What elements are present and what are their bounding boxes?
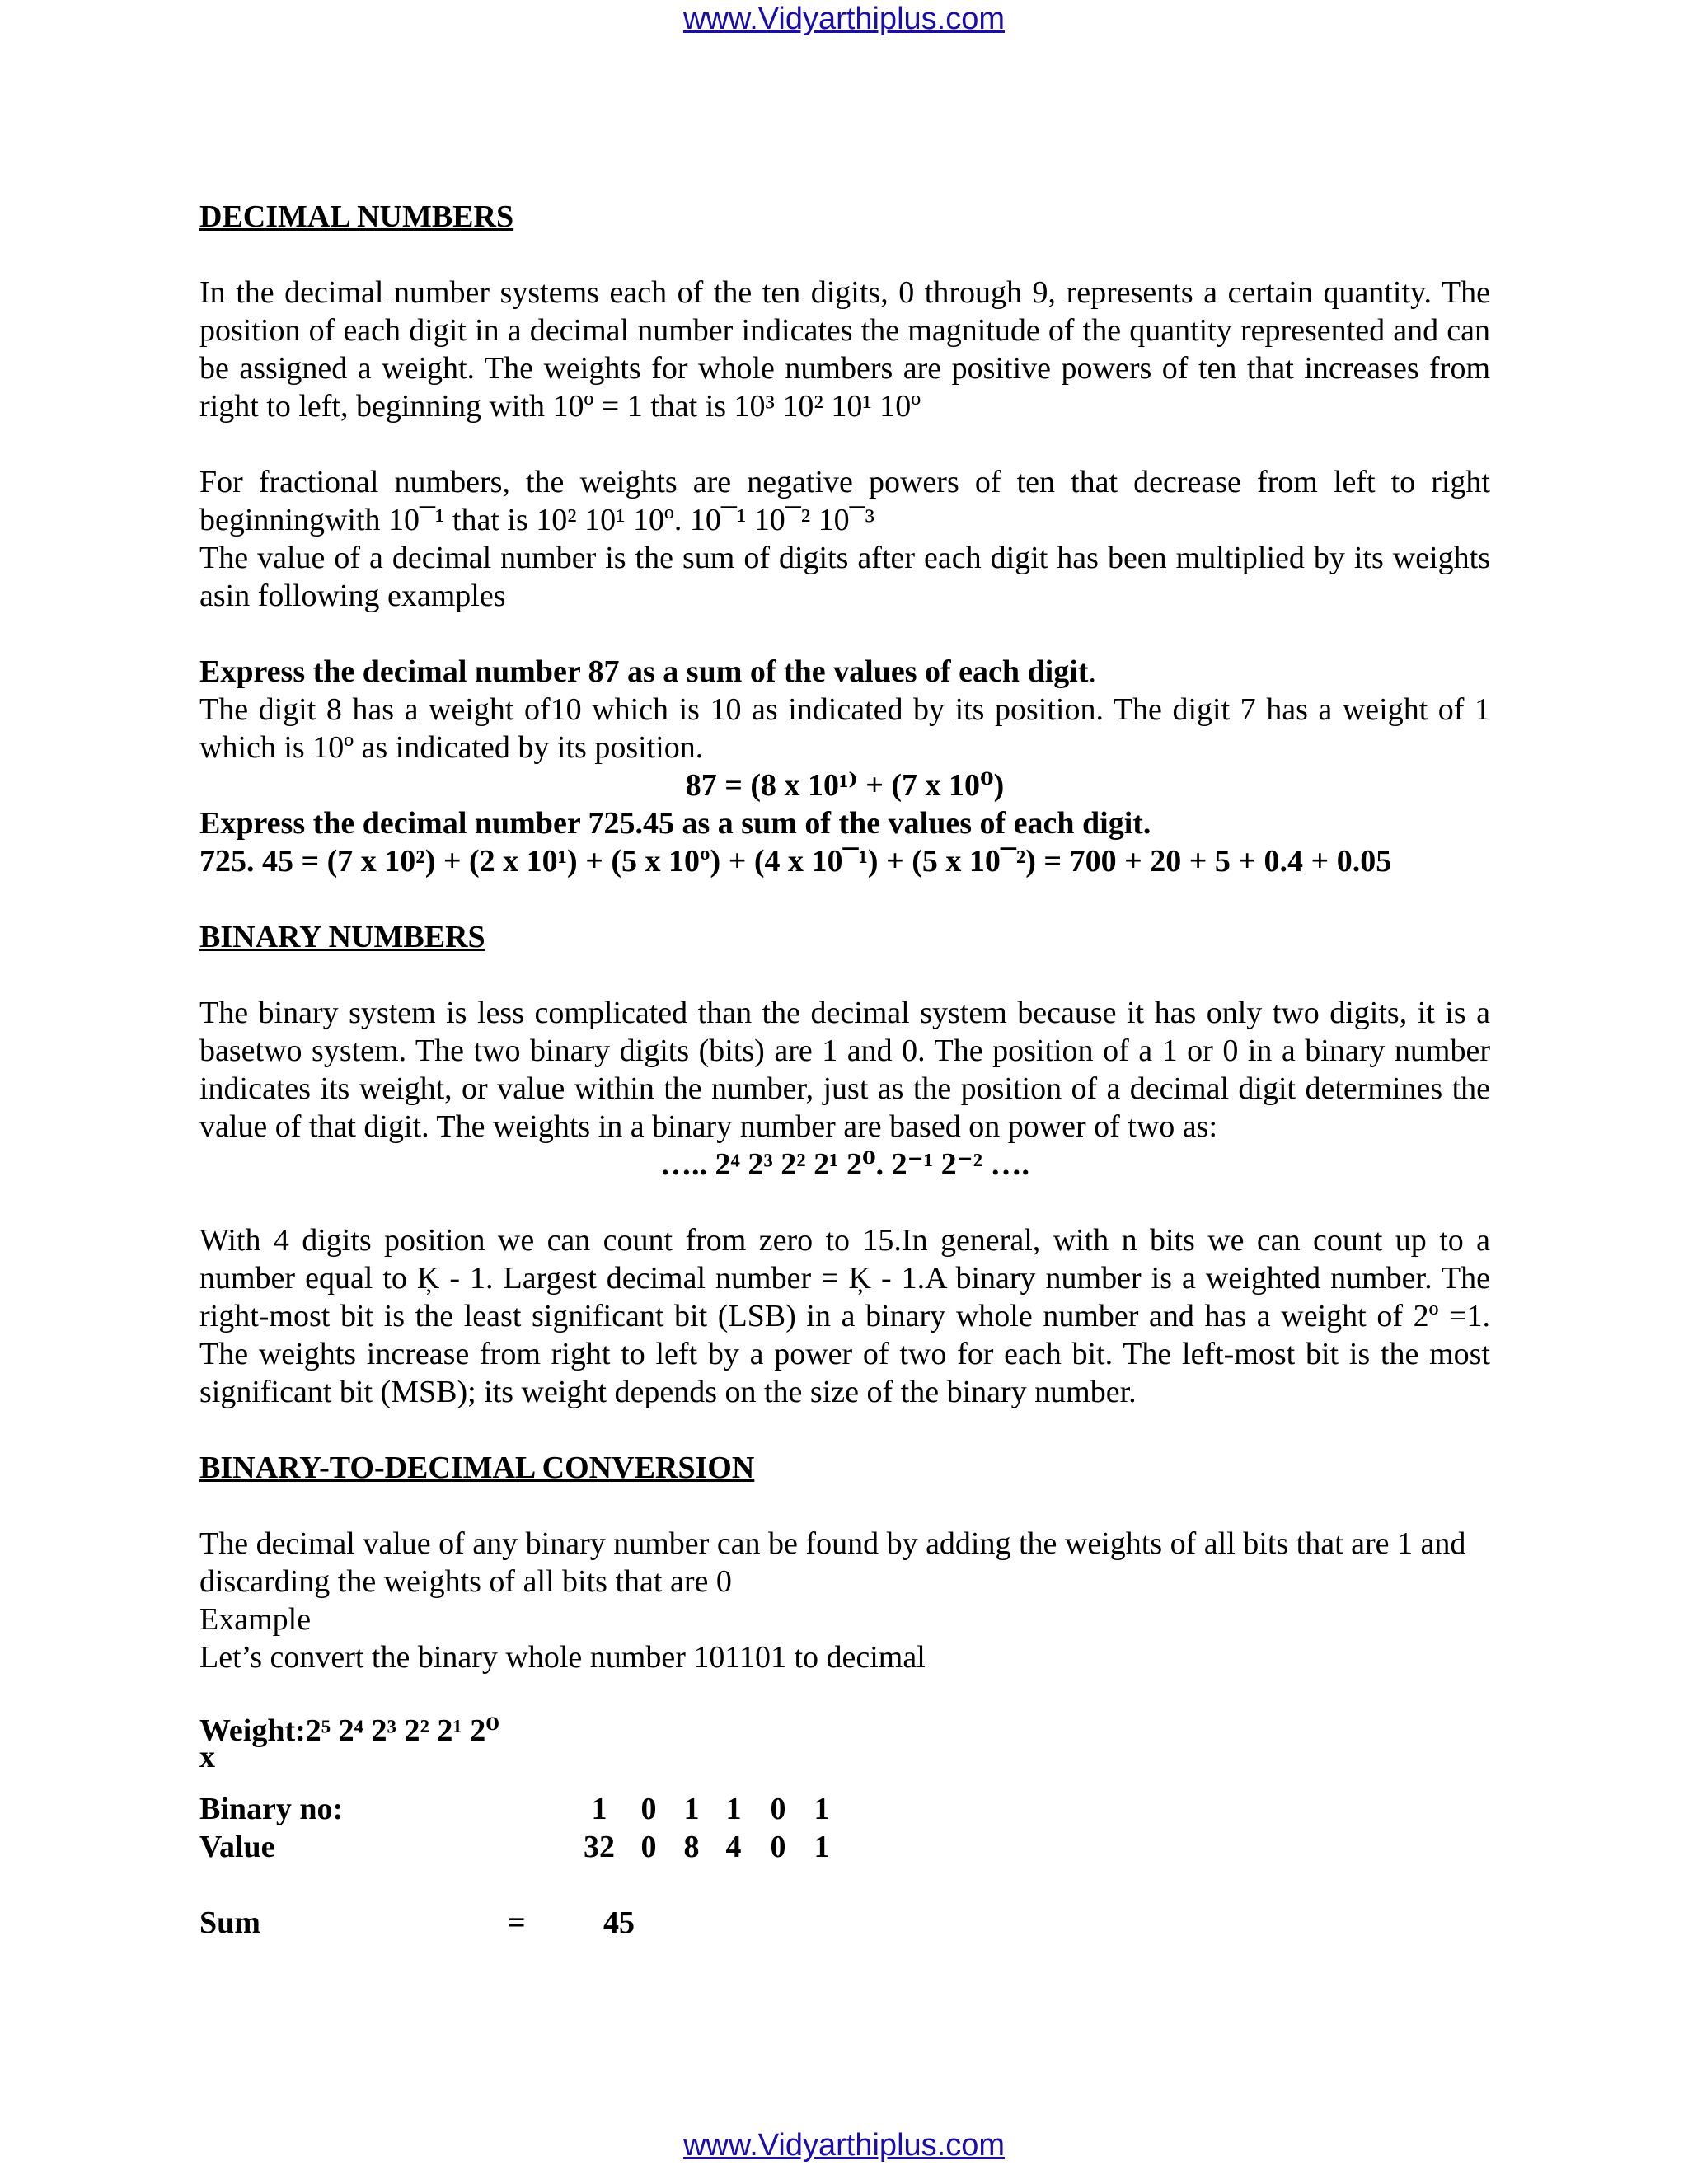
sum-value: 45	[603, 1905, 635, 1940]
decimal-paragraph-3: The value of a decimal number is the sum of digits after each digit has been multiplied by its weights asin following examples	[199, 541, 1490, 613]
example-label: Example	[199, 1602, 312, 1637]
header-site-link[interactable]: www.Vidyarthiplus.com	[682, 2, 1005, 36]
value-row	[199, 1828, 1490, 1866]
sum-label: Sum	[199, 1905, 260, 1940]
binary-paragraph-2: With 4 digits position we can count from zero to 15.In general, with n bits we can count up to a number equal to Ķ - 1. Largest decimal number = Ķ - 1.A binary number is a weighted number. The right-most bit is the least significant bit (LSB) in a binary whole number and has a weight of 2º =1. The weights increase from right to left by a power of two for each bit. The left-most bit is the most significant bit (MSB); its weight depends on the size of the binary number.	[199, 1223, 1490, 1409]
value-digit: 32	[584, 1830, 615, 1864]
binary-digit: 1	[814, 1792, 830, 1826]
example-1-title: Express the decimal number 87 as a sum of the values of each digit	[199, 654, 1089, 689]
sum-row	[199, 1904, 1490, 1942]
weight-line: Weight:2⁵ 2⁴ 2³ 2² 2¹ 2⁰	[199, 1713, 499, 1748]
value-digit: 0	[640, 1830, 657, 1864]
binary-paragraph-1: The binary system is less complicated than the decimal system because it has only two digits, it is a basetwo system. The two binary digits (bits) are 1 and 0. The position of a 1 or 0 in a binary number indicates its weight, or value within the number, just as the position of a decimal digit determines the value of that digit. The weights in a binary number are based on power of two as:	[199, 996, 1490, 1144]
value-digit: 0	[770, 1830, 786, 1864]
weight-row	[199, 1714, 1490, 1747]
binary-digit: 0	[640, 1792, 657, 1826]
example-1-title-line: Express the decimal number 87 as a sum of the values of each digit.	[199, 654, 1096, 689]
footer-site-link[interactable]: www.Vidyarthiplus.com	[682, 2128, 1005, 2163]
example-2-title: Express the decimal number 725.45 as a sum of the values of each digit.	[199, 806, 1151, 841]
example-1-body: The digit 8 has a weight of10 which is 10 as indicated by its position. The digit 7 has a weight of 1 which is 10º as indicated by its position.	[199, 692, 1490, 765]
weight-x: x	[199, 1740, 215, 1774]
conversion-paragraph-1: The decimal value of any binary number can be found by adding the weights of all bits that are 1 and discarding the weights of all bits that are 0	[199, 1526, 1466, 1599]
binary-numbers-heading: BINARY NUMBERS	[199, 920, 485, 954]
value-digit: 4	[725, 1830, 742, 1864]
binary-digit: 1	[725, 1792, 742, 1826]
binary-digit: 0	[770, 1792, 786, 1826]
example-1-equation: 87 = (8 x 10¹⁾ + (7 x 10⁰)	[685, 768, 1005, 803]
value-label: Value	[199, 1830, 275, 1864]
binary-digit: 1	[683, 1792, 700, 1826]
decimal-paragraph-1: In the decimal number systems each of the ten digits, 0 through 9, represents a certain quantity. The position of each digit in a decimal number indicates the magnitude of the quantity represented and can be assigned a weight. The weights for whole numbers are positive powers of ten that increases from right to left, beginning with 10º = 1 that is 10³ 10² 10¹ 10º	[199, 275, 1490, 424]
sum-equals: =	[508, 1905, 526, 1940]
value-digit: 8	[683, 1830, 700, 1864]
decimal-numbers-heading: DECIMAL NUMBERS	[199, 199, 514, 234]
value-digit: 1	[814, 1830, 830, 1864]
example-text: Let’s convert the binary whole number 101101 to decimal	[199, 1640, 926, 1675]
example-2-equation: 725. 45 = (7 x 10²) + (2 x 10¹) + (5 x 10º) + (4 x 10¯¹) + (5 x 10¯²) = 700 + 20 + 5 + 0.4 + 0.05	[199, 844, 1392, 879]
binary-digit: 1	[591, 1792, 607, 1826]
document-body	[199, 198, 1490, 1942]
binary-to-decimal-heading: BINARY-TO-DECIMAL CONVERSION	[199, 1451, 755, 1485]
binary-row	[199, 1790, 1490, 1828]
binary-label: Binary no:	[199, 1792, 344, 1826]
binary-powers-line: ….. 2⁴ 2³ 2² 2¹ 2⁰. 2⁻¹ 2⁻² ….	[659, 1147, 1030, 1182]
decimal-paragraph-2: For fractional numbers, the weights are negative powers of ten that decrease from left to right beginningwith 10¯¹ that is 10² 10¹ 10º. 10¯¹ 10¯² 10¯³	[199, 465, 1490, 537]
